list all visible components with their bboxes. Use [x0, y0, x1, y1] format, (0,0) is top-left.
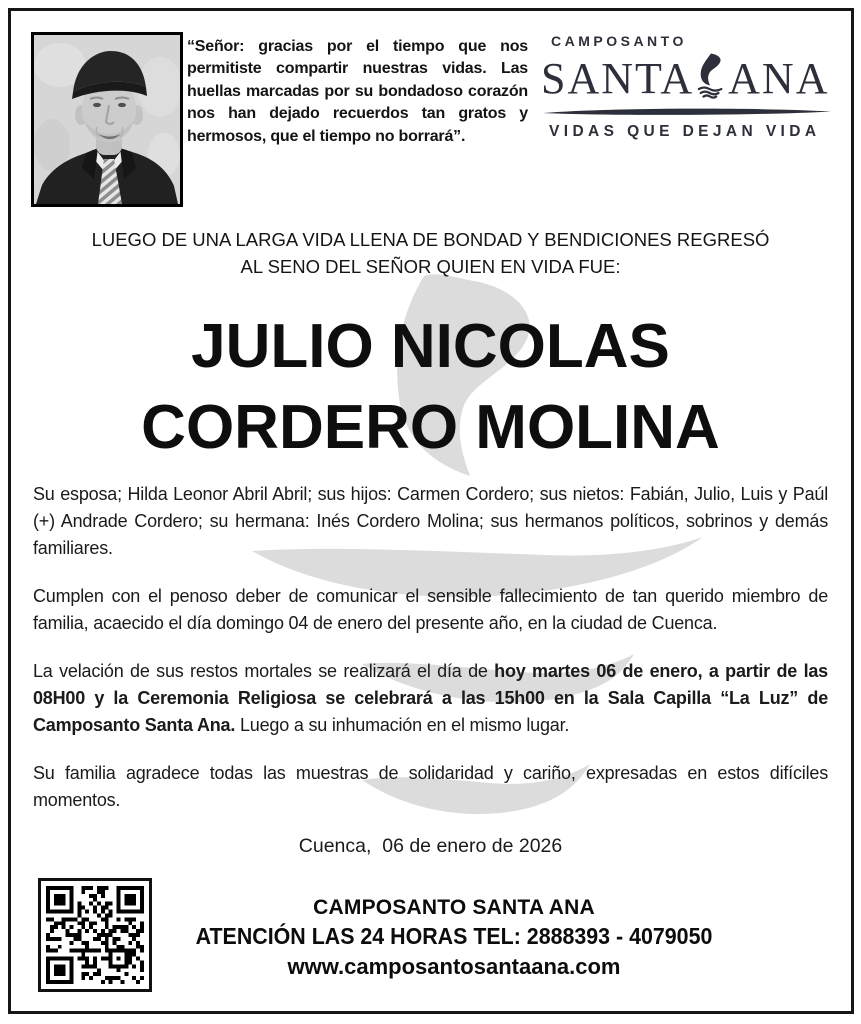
footer-website: www.camposantosantaana.com	[287, 954, 621, 979]
wake-text-closing: Luego a su inhumación en el mismo lugar.	[235, 715, 570, 735]
logo-wordmark-top: CAMPOSANTO	[551, 33, 687, 49]
family-paragraph: Su esposa; Hilda Leonor Abril Abril; sus hijos: Carmen Cordero; sus nietos: Fabián, Julio, Luis y Paúl (+) Andrade Cordero; su hermana: Inés Cordero Molina; sus hermanos políticos, sobrinos y demás familiares.	[33, 484, 828, 558]
wake-text-regular: La velación de sus restos mortales se realizará el día de	[33, 661, 495, 681]
logo-wordmark-name	[541, 51, 839, 102]
intro-text	[33, 226, 828, 280]
footer-company-name: CAMPOSANTO SANTA ANA	[313, 896, 595, 919]
announcement-paragraph: Cumplen con el penoso deber de comunicar el sensible fallecimiento de tan querido miembro de familia, acaecido el día domingo 04 de enero del presente año, en la ciudad de Cuenca.	[33, 586, 828, 633]
brand-logo	[541, 33, 839, 141]
dateline: Cuenca, 06 de enero de 2026	[298, 835, 563, 857]
wake-paragraph	[33, 658, 828, 739]
logo-tagline: VIDAS QUE DEJAN VIDA	[549, 123, 821, 140]
intro-line-1: LUEGO DE UNA LARGA VIDA LLENA DE BONDAD Y BENDICIONES REGRESÓ	[91, 229, 770, 250]
flame-icon	[696, 51, 726, 99]
memorial-quote: “Señor: gracias por el tiempo que nos permitiste compartir nuestras vidas. Las huellas marcadas por su bondadoso corazón nos han dejado recuerdos tan gratos y hermosos, que el tiempo no borrará”.	[187, 38, 528, 145]
deceased-name-line-2: CORDERO MOLINA	[141, 393, 720, 462]
logo-swoosh-line	[541, 107, 833, 116]
obituary-body	[33, 481, 828, 858]
thanks-paragraph: Su familia agradece todas las muestras de solidaridad y cariño, expresadas en estos difíciles momentos.	[33, 763, 828, 810]
logo-name-left: SANTA	[541, 54, 695, 103]
footer-phone-line: ATENCIÓN LAS 24 HORAS TEL: 2888393 - 4079050	[195, 923, 713, 949]
deceased-name	[0, 306, 861, 468]
footer-contact	[120, 894, 788, 982]
intro-line-2: AL SENO DEL SEÑOR QUIEN EN VIDA FUE:	[240, 256, 621, 277]
logo-name-right: ANA	[728, 54, 830, 103]
deceased-name-line-1: JULIO NICOLAS	[191, 312, 670, 381]
wake-text-bold: hoy martes 06 de enero, a partir de las 08H00 y la Ceremonia Religiosa se celebrará a las 15h00 en la Sala Capilla “La Luz” de Camposanto Santa Ana.	[33, 661, 828, 735]
portrait-photo	[31, 32, 183, 207]
